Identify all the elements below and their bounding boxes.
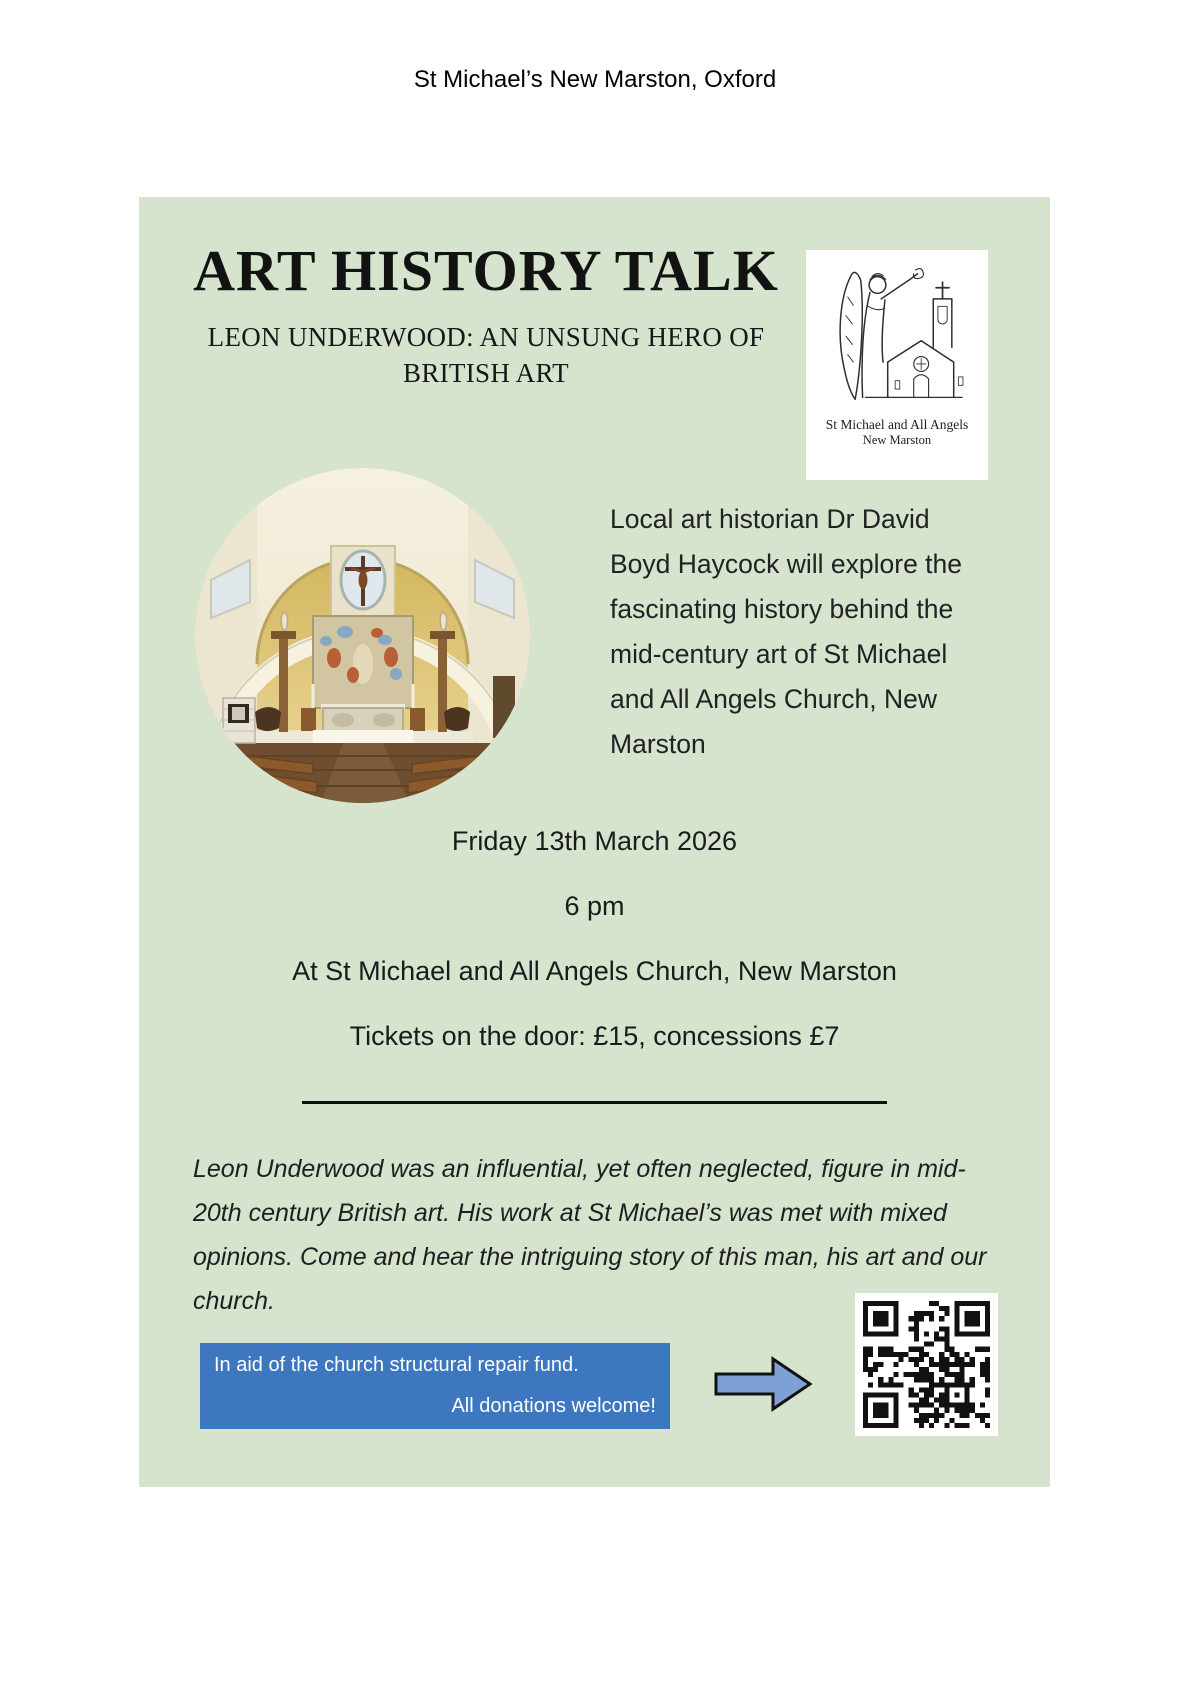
qr-code <box>855 1293 998 1436</box>
logo-name: St Michael and All Angels <box>825 417 969 432</box>
event-tickets: Tickets on the door: £15, concessions £7 <box>349 1021 840 1051</box>
about-text: Leon Underwood was an influential, yet often neglected, figure in mid-20th century British art. His work at St Michael’s was met with mixed opinions. Come and hear the intriguing story of this man, his art and our church. <box>193 1155 987 1315</box>
church-photo <box>195 468 530 803</box>
donation-line1: In aid of the church structural repair fund. <box>214 1354 579 1376</box>
right-arrow-icon <box>713 1355 813 1413</box>
event-date: Friday 13th March 2026 <box>451 826 738 856</box>
logo-location: New Marston <box>862 433 932 447</box>
parish-logo <box>806 250 988 480</box>
donation-line2: All donations welcome! <box>451 1395 656 1417</box>
page-header-title: St Michael’s New Marston, Oxford <box>413 66 777 93</box>
event-time: 6 pm <box>564 891 625 921</box>
intro-text: Local art historian Dr David Boyd Haycock will explore the fascinating history behind the mid-century art of St Michael and All Angels Church, New Marston <box>610 504 963 759</box>
poster-title: ART HISTORY TALK <box>193 238 779 303</box>
church-interior-illustration <box>195 468 530 803</box>
divider-line <box>302 1101 887 1104</box>
event-details <box>139 809 1050 1069</box>
donation-banner <box>200 1343 670 1429</box>
poster-subtitle: LEON UNDERWOOD: AN UNSUNG HERO OF BRITISH ART <box>207 322 765 388</box>
event-venue: At St Michael and All Angels Church, New Marston <box>292 956 897 986</box>
angel-church-icon <box>822 258 972 416</box>
qr-pattern <box>863 1301 990 1428</box>
poster <box>139 197 1050 1487</box>
